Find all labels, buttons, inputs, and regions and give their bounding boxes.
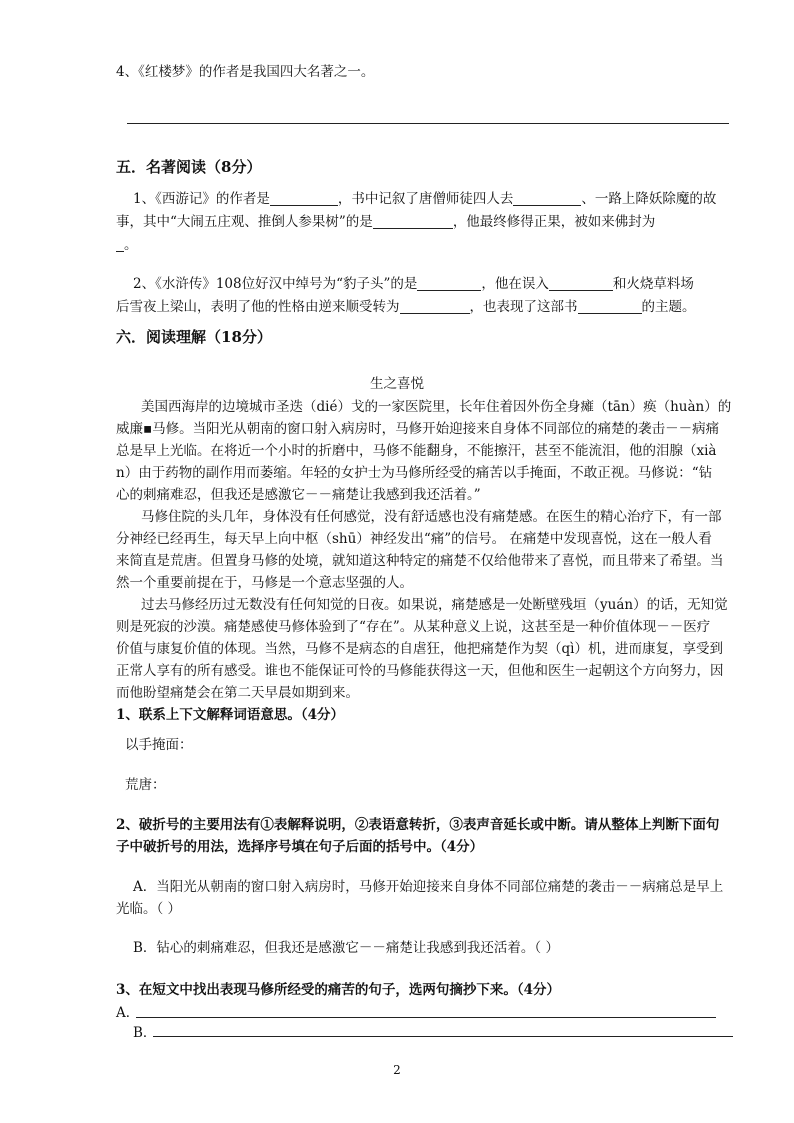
s6-q3-heading: 3、在短文中找出表现马修所经受的痛苦的句子，选两句摘抄下来。（4分）	[116, 982, 561, 998]
passage-line: 过去马修经历过无数没有任何知觉的日夜。如果说，痛楚感是一处断壁残垣（yuán）的话，无知觉	[141, 597, 728, 613]
text-segment: 事，其中“大闹五庄观、推倒人参果树”的是	[116, 214, 373, 230]
text-segment: 、一路上降妖除魔的故	[581, 191, 717, 207]
text-segment: ，他最终修得正果，被如来佛封为	[452, 214, 656, 230]
passage-line: 心的刺痛难忍，但我还是感激它－－痛楚让我感到我还活着。”	[116, 487, 481, 503]
text-segment: 的主题。	[641, 299, 696, 315]
fill-blank[interactable]	[400, 299, 470, 314]
text-segment: 后雪夜上梁山，表明了他的性格由逆来顺受转为	[116, 299, 400, 315]
text-segment: ，也表现了这部书	[469, 299, 578, 315]
s6-q3-label-b: B．	[133, 1025, 157, 1041]
text-segment: 2、《水浒传》108位好汉中绰号为“豹子头”的是	[133, 276, 418, 292]
s6-q1-item1: 以手掩面：	[125, 737, 193, 753]
s6-q3-label-a: A．	[116, 1005, 140, 1021]
section-6-heading: 六．阅读理解（18分）	[116, 328, 272, 346]
s6-q2-option-a-line1: A．当阳光从朝南的窗口射入病房时，马修开始迎接来自身体不同部位痛楚的袭击－－病痛总是早上	[133, 879, 724, 895]
passage-line: 分神经已经再生，每天早上向中枢（shū）神经发出“痛”的信号。 在痛楚中发现喜悦，这在一般人看	[116, 531, 712, 547]
passage-line: 马修住院的头几年，身体没有任何感觉，没有舒适感也没有痛楚感。在医生的精心治疗下，有一部	[141, 509, 722, 525]
text-segment: ，书中记叙了唐僧师徒四人去	[337, 191, 514, 207]
fill-blank[interactable]	[578, 299, 642, 314]
answer-line	[127, 123, 729, 124]
passage-line: 美国西海岸的边境城市圣迭（dié）戈的一家医院里，长年住着因外伤全身瘫（tān）痪（huàn）的	[141, 399, 732, 415]
fill-blank[interactable]	[373, 214, 453, 229]
passage-line: 则是死寂的沙漠。痛楚感使马修体验到了“存在”。从某种意义上说，这甚至是一种价值体现－－医疗	[116, 619, 711, 635]
page-number: 2	[393, 1063, 401, 1077]
s6-q2-option-a-line2: 光临。（ ）	[116, 901, 182, 917]
answer-line-b[interactable]	[153, 1036, 733, 1037]
s5-q2-line2	[116, 296, 696, 318]
passage-line: 而他盼望痛楚会在第二天早晨如期到来。	[116, 685, 359, 701]
s5-q1-line3	[116, 234, 138, 256]
text-segment: 。	[124, 237, 138, 253]
s5-q1-line2	[116, 211, 655, 233]
s6-q1-heading: 1、联系上下文解释词语意思。（4分）	[116, 707, 345, 723]
s6-q1-item2: 荒唐：	[125, 777, 166, 793]
passage-line: 来简直是荒唐。但置身马修的处境，就知道这种特定的痛楚不仅给他带来了喜悦，而且带来了希望。当	[116, 553, 724, 569]
text-segment: 1、《西游记》的作者是	[133, 191, 270, 207]
s6-q2-heading-line2: 子中破折号的用法，选择序号填在句子后面的括号中。（4分）	[116, 839, 484, 855]
passage-line: 然一个重要前提在于，马修是一个意志坚强的人。	[116, 575, 413, 591]
passage-line: 威廉▪马修。当阳光从朝南的窗口射入病房时，马修开始迎接来自身体不同部位的痛楚的袭击－－病痛	[116, 421, 720, 437]
fill-blank[interactable]	[549, 276, 613, 291]
fill-blank[interactable]	[116, 237, 124, 252]
text-segment: ，他在误入	[481, 276, 549, 292]
passage-line: n）由于药物的副作用而萎缩。年轻的女护士为马修所经受的痛苦以手掩面，不敢正视。马修说：“钻	[116, 465, 713, 481]
fill-blank[interactable]	[513, 191, 581, 206]
answer-line-a[interactable]	[136, 1017, 716, 1018]
s5-q1-line1	[133, 188, 716, 210]
fill-blank[interactable]	[270, 191, 338, 206]
passage-line: 价值与康复价值的体现。当然，马修不是病态的自虐狂，他把痛楚作为契（qì）机，进而康复，享受到	[116, 641, 723, 657]
passage-title: 生之喜悦	[370, 376, 424, 392]
passage-line: 正常人享有的所有感受。谁也不能保证可怜的马修能获得这一天，但他和医生一起朝这个方向努力，因	[116, 663, 724, 679]
s6-q2-option-b: B．钻心的刺痛难忍，但我还是感激它－－痛楚让我感到我还活着。（ ）	[133, 940, 559, 956]
text-segment: 和火烧草料场	[612, 276, 694, 292]
question-4: 4、《红楼梦》的作者是我国四大名著之一。	[116, 64, 375, 80]
section-5-heading: 五．名著阅读（8分）	[116, 158, 262, 176]
passage-line: 总是早上光临。在将近一个小时的折磨中，马修不能翻身，不能擦汗，甚至不能流泪，他的泪腺（xià	[116, 443, 717, 459]
s5-q2-line1	[133, 273, 694, 295]
fill-blank[interactable]	[417, 276, 481, 291]
s6-q2-heading-line1: 2、破折号的主要用法有①表解释说明，②表语意转折，③表声音延长或中断。请从整体上判断下面句	[116, 817, 720, 833]
